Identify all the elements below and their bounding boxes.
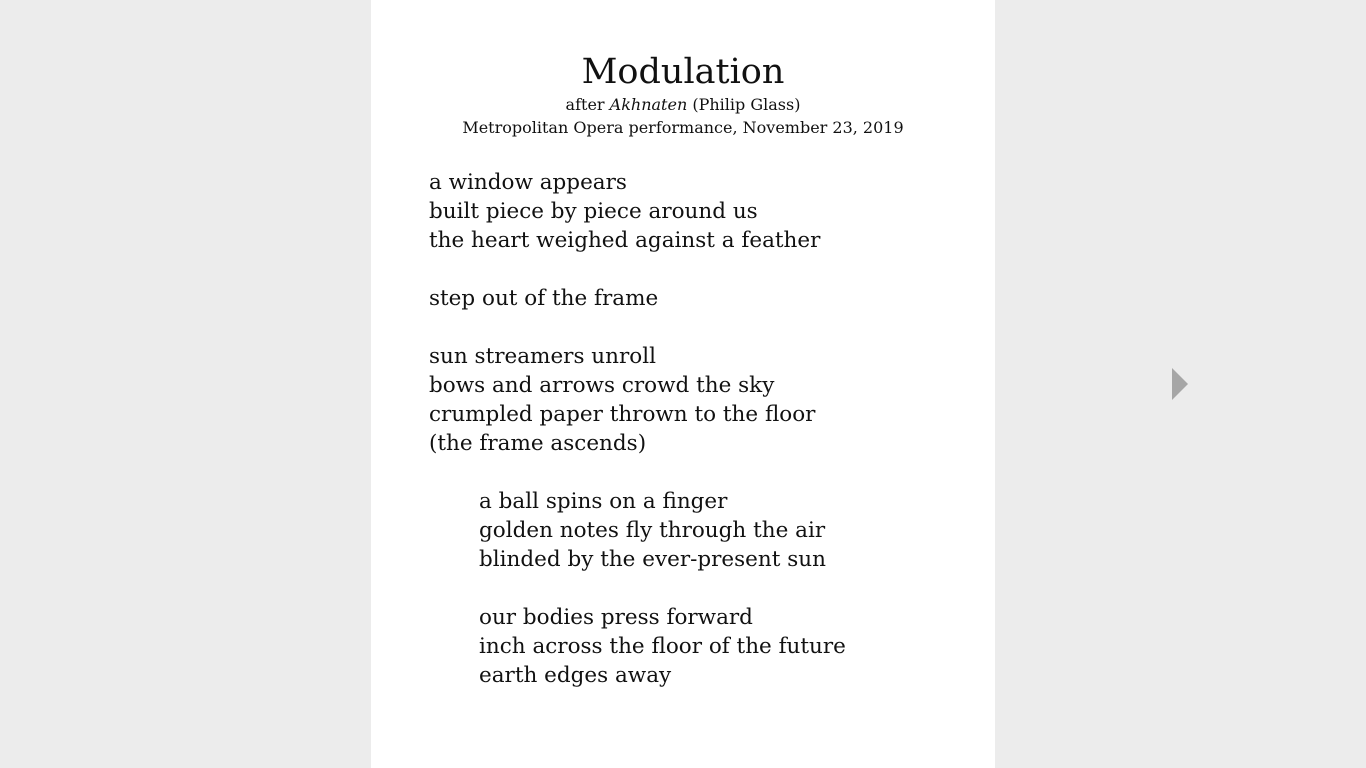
stanza-4 xyxy=(429,487,989,574)
subtitle-work: Akhnaten xyxy=(609,95,688,114)
performance-note: Metropolitan Opera performance, November 23, 2019 xyxy=(462,118,904,137)
poem-line: inch across the floor of the future xyxy=(479,634,846,659)
subtitle-composer: (Philip Glass) xyxy=(692,95,801,114)
document-page xyxy=(371,0,995,768)
stanza-3 xyxy=(429,342,989,458)
poem-line: bows and arrows crowd the sky xyxy=(429,373,775,398)
poem-body xyxy=(429,168,989,719)
poem-line: a window appears xyxy=(429,170,627,195)
poem-line: our bodies press forward xyxy=(479,605,753,630)
poem-line: step out of the frame xyxy=(429,286,659,311)
poem-line: blinded by the ever-present sun xyxy=(479,547,826,572)
poem-subtitle xyxy=(371,95,995,115)
next-page-icon[interactable] xyxy=(1172,368,1188,400)
poem-line: earth edges away xyxy=(479,663,672,688)
stanza-1 xyxy=(429,168,989,255)
poem-line: built piece by piece around us xyxy=(429,199,758,224)
poem-title: Modulation xyxy=(581,52,785,92)
poem-line: (the frame ascends) xyxy=(429,431,647,456)
subtitle-prefix: after xyxy=(565,95,605,114)
stanza-2 xyxy=(429,284,989,313)
stanza-5 xyxy=(429,603,989,690)
poem-line: the heart weighed against a feather xyxy=(429,228,821,253)
poem-line: crumpled paper thrown to the floor xyxy=(429,402,816,427)
poem-line: sun streamers unroll xyxy=(429,344,656,369)
poem-line: a ball spins on a finger xyxy=(479,489,728,514)
poem-line: golden notes fly through the air xyxy=(479,518,826,543)
